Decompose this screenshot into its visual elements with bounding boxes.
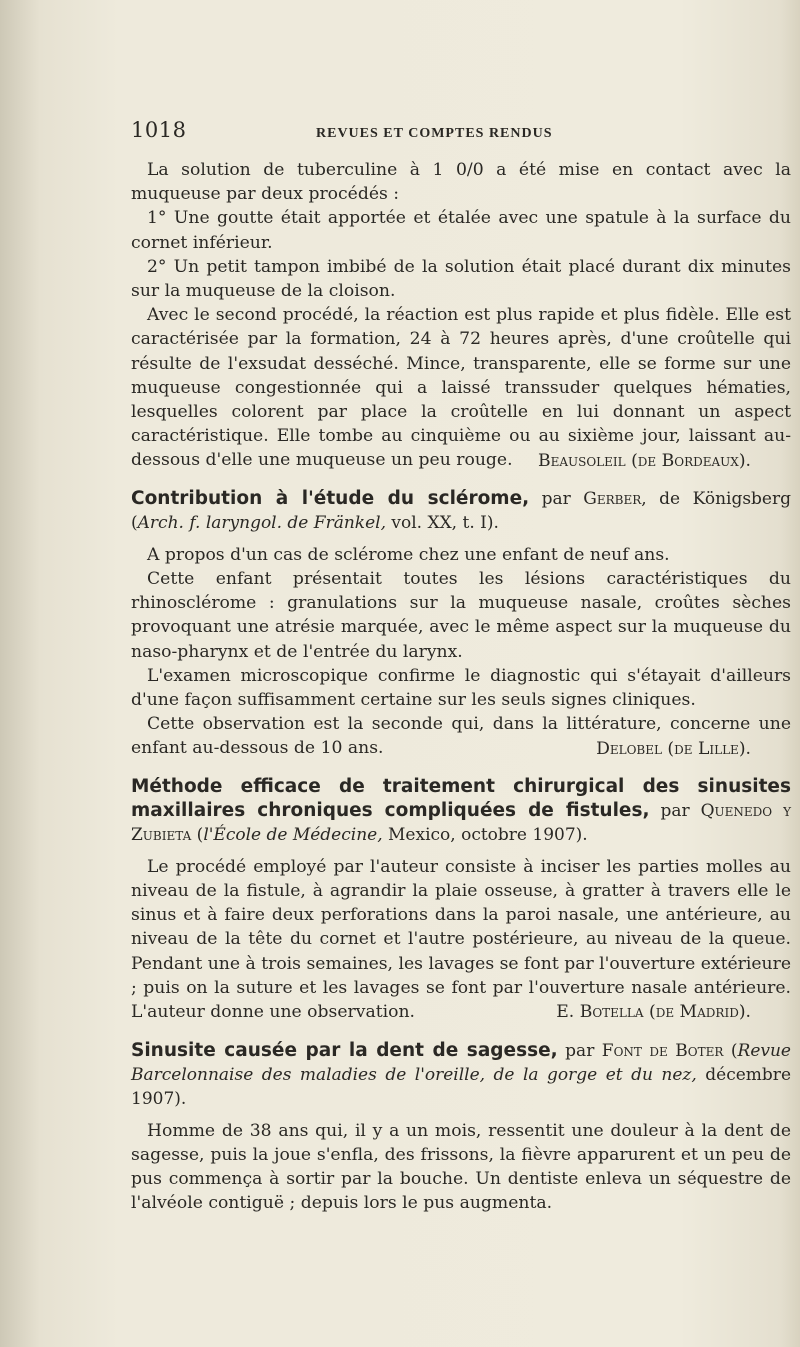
page-number: 1018 bbox=[131, 118, 187, 142]
article-title bbox=[131, 487, 791, 535]
byline-mid: , de Königsberg ( bbox=[131, 488, 792, 533]
paragraph: Le procédé employé par l'auteur consiste à inciser les parties molles au niveau de la fistule, à agrandir la plaie osseuse, à gratter à travers elle le sinus et à faire deux perforations dans la paroi nasale, une antérieure, au niveau de la tête du cornet et l'autre postérieure, au niveau de la queue. Pendant une à trois semaines, les lavages se font par l'ouverture extérieure ; puis on la suture et les lavages se font par l'ouverture nasale antérieure. L'auteur donne une observation. bbox=[131, 856, 791, 1023]
author: Font de Boter bbox=[601, 1040, 724, 1061]
spacer bbox=[131, 847, 791, 855]
paragraph: Avec le second procédé, la réaction est plus rapide et plus fidèle. Elle est caractérisée par la formation, 24 à 72 heures après, d'une croûtelle qui résulte de l'exsudat desséché. Mince, transparente, elle se forme sur une muqueuse congestionnée qui a laissé transsuder quelques hématies, lesquelles colorent par place la croûtelle en lui donnant un aspect caractéristique. Elle tombe au cinquième ou au sixième jour, laissant au-dessous d'elle une muqueuse un peu rouge. bbox=[131, 305, 791, 471]
byline-pre: par bbox=[557, 1040, 602, 1061]
byline-post: Mexico, octobre 1907). bbox=[382, 824, 588, 845]
signature-text: Beausoleil (de Bordeaux). bbox=[537, 450, 751, 471]
spacer bbox=[131, 535, 791, 543]
byline-pre: par bbox=[529, 488, 584, 509]
paragraph: La solution de tuberculine à 1 0/0 a été mise en contact avec la muqueuse par deux procédés : bbox=[131, 160, 791, 205]
paragraph: 1° Une goutte était apportée et étalée avec une spatule à la surface du cornet inférieur. bbox=[131, 208, 791, 253]
signature-text: Delobel (de Lille). bbox=[596, 738, 751, 759]
article-title bbox=[131, 1039, 791, 1111]
byline-post: décembre 1907). bbox=[131, 1064, 791, 1109]
running-head: REVUES ET COMPTES RENDUS bbox=[316, 126, 553, 141]
paragraph: 2° Un petit tampon imbibé de la solution était placé durant dix minutes sur la muqueuse de la cloison. bbox=[131, 256, 791, 302]
author: Gerber bbox=[583, 488, 642, 509]
article-title-text: Sinusite causée par la dent de sagesse, bbox=[131, 1039, 558, 1061]
paragraph: Cette observation est la seconde qui, dans la littérature, concerne une enfant au-dessous de 10 ans. bbox=[131, 714, 791, 759]
article-title bbox=[131, 775, 791, 847]
byline-pre: par bbox=[649, 800, 701, 821]
signature-text: E. Botella (de Madrid). bbox=[556, 1002, 751, 1023]
reference: Arch. f. laryngol. de Fränkel, bbox=[137, 512, 386, 533]
reference: Revue Barcelonnaise des maladies de l'oreille, de la gorge et du nez, bbox=[131, 1040, 791, 1085]
paragraph: Homme de 38 ans qui, il y a un mois, ressentit une douleur à la dent de sagesse, puis la joue s'enfla, des frissons, la fièvre apparurent et un peu de pus commença à sortir par la bouche. Un dentiste enleva un séquestre de l'alvéole contiguë ; depuis lors le pus augmenta. bbox=[131, 1120, 791, 1214]
paragraph: A propos d'un cas de sclérome chez une enfant de neuf ans. bbox=[147, 544, 670, 565]
spacer bbox=[131, 1111, 791, 1119]
page-text bbox=[131, 118, 791, 1215]
byline-post: vol. XX, t. I). bbox=[385, 512, 499, 533]
reference: l'École de Médecine, bbox=[203, 824, 383, 845]
paragraph: L'examen microscopique confirme le diagnostic qui s'étayait d'ailleurs d'une façon suffisamment certaine sur les seuls signes cliniques. bbox=[131, 665, 791, 711]
author: Quenedo y Zubieta bbox=[131, 800, 792, 845]
byline-mid: ( bbox=[723, 1040, 738, 1061]
article-title-text: Contribution à l'étude du sclérome, bbox=[131, 487, 530, 509]
byline-mid: ( bbox=[191, 824, 204, 845]
page-header bbox=[131, 118, 791, 158]
article-title-text: Méthode efficace de traitement chirurgical des sinusites maxillaires chroniques compliquées de fistules, bbox=[131, 775, 791, 821]
paragraph: Cette enfant présentait toutes les lésions caractéristiques du rhinosclérome : granulations sur la muqueuse nasale, croûtes sèches provoquant une atrésie marquée, avec le même aspect sur la muqueuse du naso-pharynx et de l'entrée du larynx. bbox=[131, 569, 791, 662]
